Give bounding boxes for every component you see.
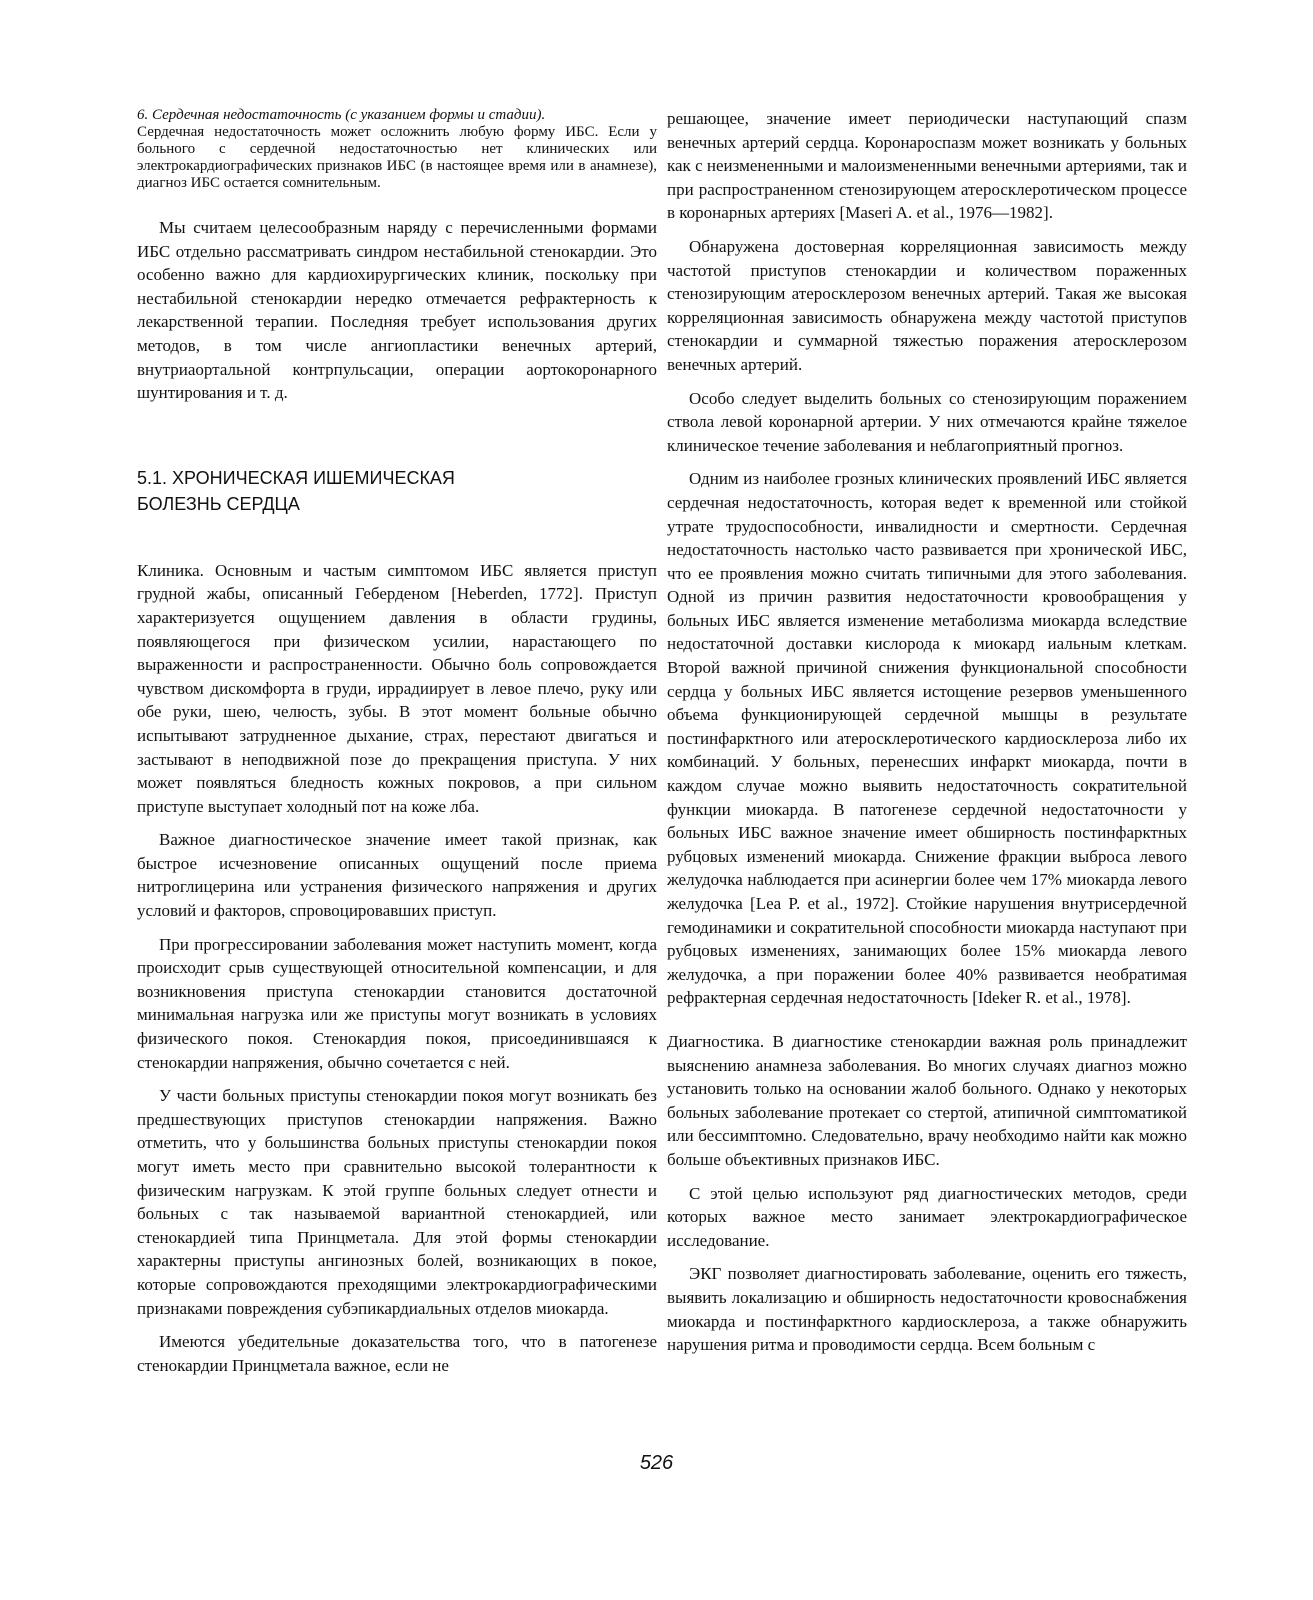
paragraph-unstable-angina: Мы считаем целесообразным наряду с перечисленными формами ИБС отдельно рассматривать синдром нестабильной стенокардии. Это особенно важно для кардиохирургических клиник, поскольку при нестабильной стенокардии нередко отмечается рефрактерность к лекарственной терапии. Последняя требует использования других методов, в том числе ангиопластики венечных артерий, внутриаортальной контрпульсации, операции аортокоронарного шунтирования и т. д. xyxy=(137,218,657,403)
heart-failure-note: Сердечная недостаточность может осложнить любую форму ИБС. Если у больного с сердечной недостаточностью нет клинических или электрокардиографических признаков ИБС (в настоящее время или в анамнезе), диагноз ИБС остается сомнительным. xyxy=(137,124,657,191)
paragraph-continuation: решающее, значение имеет периодически наступающий спазм венечных артерий сердца. Коронароспазм может возникать у больных как с неизмененными и малоизмененными венечными артериями, так и при распространенном стенозирующем атеросклеротическом процессе в коронарных артериях [Maseri A. et al., 1976—1982]. xyxy=(667,109,1187,223)
heart-failure-item-title: 6. Сердечная недостаточность (с указанием формы и стадии). xyxy=(137,107,546,123)
left-column xyxy=(137,107,657,1387)
paragraph-methods: С этой целью используют ряд диагностических методов, среди которых важное место занимает электрокардиографическое исследование. xyxy=(667,1183,1187,1250)
paragraph-rest-angina: У части больных приступы стенокардии покоя могут возникать без предшествующих приступов стенокардии напряжения. Важно отметить, что у большинства больных приступы стенокардии покоя могут иметь место при сравнительно высокой толерантности к физическим нагрузкам. К этой группе больных следует отнести и больных с так называемой вариантной стенокардией, или стенокардией типа Принцметала. Для этой формы стенокардии характерны приступы ангинозных болей, возникающих в покое, которые сопровождаются преходящими электрокардиографическими признаками повреждения субэпикардиальных отделов миокарда. xyxy=(137,1086,657,1318)
page-number: 526 xyxy=(639,1452,674,1474)
paragraph-progression: При прогрессировании заболевания может наступить момент, когда происходит срыв существующей относительной компенсации, и для возникновения приступа стенокардии становится достаточной минимальная нагрузка или же приступы могут возникать в условиях физического покоя. Стенокардия покоя, присоединившаяся к стенокардии напряжения, обычно сочетается с ней. xyxy=(137,934,657,1072)
section-heading xyxy=(137,465,657,517)
paragraph-correlation: Обнаружена достоверная корреляционная зависимость между частотой приступов стенокардии и количеством пораженных стенозирующим атеросклерозом венечных артерий. Такая же высокая корреляционная зависимость обнаружена между частотой приступов стенокардии и суммарной тяжестью поражения атеросклерозом венечных артерий. xyxy=(667,236,1187,374)
section-heading-line-1: 5.1. ХРОНИЧЕСКАЯ ИШЕМИЧЕСКАЯ xyxy=(137,467,455,488)
right-column xyxy=(667,107,1187,1367)
paragraph-clinic: Клиника. Основным и частым симптомом ИБС является приступ грудной жабы, описанный Геберденом [Heberden, 1772]. Приступ характеризуется ощущением давления в области грудины, появляющегося при физическом усилии, нарастающего по выраженности и распространенности. Обычно боль сопровождается чувством дискомфорта в груди, иррадиирует в левое плечо, руку или обе руки, шею, челюсть, зубы. В этот момент больные обычно испытывают затрудненное дыхание, страх, перестают двигаться и застывают в неподвижной позе до прекращения приступа. У них может появляться бледность кожных покровов, а при сильном приступе выступает холодный пот на коже лба. xyxy=(137,560,657,816)
paragraph-heart-failure: Одним из наиболее грозных клинических проявлений ИБС является сердечная недостаточность, которая ведет к временной или стойкой утрате трудоспособности, инвалидности и смертности. Сердечная недостаточность настолько часто развивается при хронической ИБС, что ее проявления можно считать типичными для этого заболевания. Одной из причин развития недостаточности кровообращения у больных ИБС является изменение метаболизма миокарда вследствие недостаточной доставки кислорода к миокард иальным клеткам. Второй важной причиной снижения функциональной способности сердца у больных ИБС является истощение резервов уменьшенного объема функционирующей сердечной мышцы в результате постинфарктного или атеросклеротического кардиосклероза либо их комбинаций. У больных, перенесших инфаркт миокарда, почти в каждом случае можно выявить недостаточность сократительной функции миокарда. В патогенезе сердечной недостаточности у больных ИБС важное значение имеет обширность постинфарктных рубцовых изменений миокарда. Снижение фракции выброса левого желудочка наблюдается при асинергии более чем 17% миокарда левого желудочка [Lea P. et al., 1972]. Стойкие нарушения внутрисердечной гемодинамики и сократительной способности миокарда наступают при рубцовых изменениях, занимающих более 15% миокарда левого желудочка, а при поражении более 40% развивается необратимая рефрактерная сердечная недостаточность [Ideker R. et al., 1978]. xyxy=(667,469,1187,1008)
section-heading-line-2: БОЛЕЗНЬ СЕРДЦА xyxy=(137,493,300,514)
paragraph-ecg: ЭКГ позволяет диагностировать заболевание, оценить его тяжесть, выявить локализацию и обширность недостаточности кровоснабжения миокарда и постинфарктного кардиосклероза, а также обнаружить нарушения ритма и проводимости сердца. Всем больным с xyxy=(667,1264,1187,1355)
paragraph-left-trunk: Особо следует выделить больных со стенозирующим поражением ствола левой коронарной артерии. У них отмечаются крайне тяжелое клиническое течение заболевания и неблагоприятный прогноз. xyxy=(667,388,1187,455)
paragraph-evidence: Имеются убедительные доказательства того, что в патогенезе стенокардии Принцметала важное, если не xyxy=(137,1332,657,1375)
paragraph-diagnostics: Диагностика. В диагностике стенокардии важная роль принадлежит выяснению анамнеза заболевания. Во многих случаях диагноз можно установить только на основании жалоб больного. Однако у некоторых больных заболевание протекает со стертой, атипичной симптоматикой или бессимптомно. Следовательно, врачу необходимо найти как можно больше объективных признаков ИБС. xyxy=(667,1031,1187,1169)
paragraph-diagnostic-value: Важное диагностическое значение имеет такой признак, как быстрое исчезновение описанных ощущений после приема нитроглицерина или устранения физического напряжения и других условий и факторов, спровоцировавших приступ. xyxy=(137,830,657,921)
